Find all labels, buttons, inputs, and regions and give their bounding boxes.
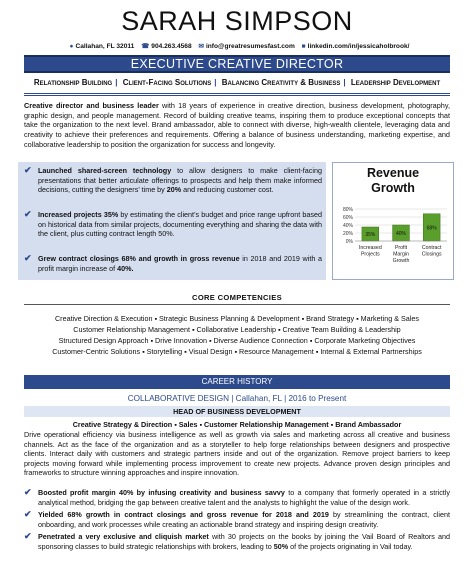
revenue-growth-chart bbox=[332, 162, 454, 280]
x-tick-label: Margin bbox=[393, 251, 409, 258]
competency-line: Customer-Centric Solutions ▪ Storytelling ▪ Visual Design ▪ Resource Management ▪ Internal & External Partnerships bbox=[52, 347, 422, 356]
highlight-item: ✔ Increased projects 35% by estimating the client’s budget and price range upfront based on historical data from similar projects, documenting everything and sharing the data with the client, plus cutting contract length 50%. bbox=[24, 209, 323, 239]
highlight-item: ✔ Launched shared-screen technology to allow designers to make client-facing presentations that better articulate offerings to prospects and help them make informed decisions, cutting the designers’ time by 20% and reducing customer cost. bbox=[24, 165, 322, 195]
skill-item: Client-Facing Solutions bbox=[122, 78, 212, 87]
y-tick-label: 60% bbox=[342, 215, 353, 221]
company-line: COLLABORATIVE DESIGN | Callahan, FL | 2016 to Present bbox=[127, 394, 347, 403]
chart-title-line: Growth bbox=[371, 181, 415, 195]
chart-plot bbox=[333, 163, 453, 279]
achievement-item: ✔ Yielded 68% growth in contract closings and gross revenue for 2018 and 2019 by streamlining the contract, client onboarding, and work processes while creating an actionable brand strategy and inspiring design creativity. bbox=[24, 509, 450, 529]
x-tick-label: Growth bbox=[392, 258, 410, 264]
checkmark-icon: ✔ bbox=[24, 531, 32, 541]
x-tick-label: Increased bbox=[358, 245, 382, 251]
job-description: Drive operational efficiency via business intelligence as well as growth via sales and marketing across all creative and business channels. Act as the face of the organization and as a storyteller to help forge relationships between designers and prospective clients. Interact daily with customers and strategic partners inside and out of the organization. Remove project barriers to keep projects moving forward while implementing process improvement to create new projects. Advance proven design principles and frameworks to structure winning approaches and inspire innovation. bbox=[24, 430, 450, 478]
phone-icon: ☎ bbox=[141, 43, 150, 50]
checkmark-icon: ✔ bbox=[24, 487, 32, 497]
highlight-item: ✔ Grew contract closings 68% and growth in gross revenue in 2018 and 2019 with a profit margin increase of 40%. bbox=[24, 253, 323, 273]
y-tick-label: 40% bbox=[342, 223, 353, 229]
y-tick-label: 0% bbox=[345, 239, 353, 245]
checkmark-icon: ✔ bbox=[24, 253, 32, 263]
achievement-item: ✔ Boosted profit margin 40% by infusing creativity and business savvy to a company that formerly operated in a strictly analytical method, bridging the gap between creative talent and the analysts to highlight the value of the design work. bbox=[24, 487, 450, 507]
divider bbox=[24, 93, 450, 94]
competency-line: Creative Direction & Execution ▪ Strategic Business Planning & Development ▪ Brand Strategy ▪ Marketing & Sales bbox=[54, 314, 419, 323]
section-heading-competencies: CORE COMPETENCIES bbox=[192, 293, 282, 302]
divider bbox=[24, 95, 450, 96]
contact-line bbox=[0, 42, 474, 50]
section-heading-career: CAREER HISTORY bbox=[24, 375, 450, 389]
bar-value-label: 40% bbox=[395, 231, 407, 237]
resume-name: SARAH SIMPSON bbox=[121, 6, 353, 36]
competency-line: Structured Design Approach ▪ Drive Innovation ▪ Diverse Audience Connection ▪ Corporate Marketing Objectives bbox=[58, 336, 416, 345]
y-tick-label: 80% bbox=[342, 207, 353, 213]
skill-item: Balancing Creativity & Business bbox=[221, 78, 341, 87]
key-skills-line: Relationship Building | Client-Facing Solutions | Balancing Creativity & Business | Leadership Development bbox=[33, 78, 441, 87]
skill-item: Leadership Development bbox=[350, 78, 441, 87]
contact-location: Callahan, FL 32011 bbox=[75, 43, 135, 50]
x-tick-label: Projects bbox=[360, 251, 380, 258]
profile-summary: Creative director and business leader with 18 years of experience in creative direction, business development, photography, graphic design, and people management. Record of building creative teams, inspiring them to produce exceptional concepts that take the organization to the next level. Brand ambassador, able to connect with diverse, high-wealth clientele, leveraging data and creativity to achieve their preferences and requirements. Offering a balance of business understanding, marketing expertise, and collaborative leadership to position the organization for success and longevity. bbox=[24, 101, 450, 149]
linkedin-icon: ■ bbox=[301, 43, 306, 50]
email-icon: ✉ bbox=[198, 43, 204, 50]
competency-line: Customer Relationship Management ▪ Collaborative Leadership ▪ Creative Team Building & Leadership bbox=[73, 325, 401, 334]
location-pin-icon: ● bbox=[69, 43, 74, 50]
x-tick-label: Closings bbox=[421, 251, 442, 258]
checkmark-icon: ✔ bbox=[24, 209, 32, 219]
highlights-box bbox=[18, 162, 326, 280]
bar-value-label: 35% bbox=[365, 232, 376, 238]
x-tick-label: Profit bbox=[394, 245, 408, 251]
checkmark-icon: ✔ bbox=[24, 165, 32, 175]
y-tick-label: 20% bbox=[342, 231, 353, 237]
contact-linkedin[interactable]: linkedin.com/in/jessicaholbrook/ bbox=[307, 43, 410, 50]
skill-item: Relationship Building bbox=[33, 78, 113, 87]
role-skills-line: Creative Strategy & Direction ▪ Sales ▪ Customer Relationship Management ▪ Brand Ambassador bbox=[72, 420, 402, 429]
bar-value-label: 68% bbox=[426, 225, 437, 232]
role-title: HEAD OF BUSINESS DEVELOPMENT bbox=[24, 406, 450, 417]
contact-email[interactable]: info@greatresumesfast.com bbox=[205, 43, 295, 50]
chart-title-line: Revenue bbox=[366, 166, 420, 180]
contact-phone: 904.263.4568 bbox=[151, 43, 192, 50]
checkmark-icon: ✔ bbox=[24, 509, 32, 519]
achievement-item: ✔ Penetrated a very exclusive and cliquish market with 30 projects on the books by joining the Vail Board of Realtors and sponsoring classes to build strategic relationships with brokers, leading to 50% of the projects originating in Vail today. bbox=[24, 531, 450, 551]
job-title-banner: EXECUTIVE CREATIVE DIRECTOR bbox=[24, 55, 450, 73]
section-divider bbox=[24, 304, 450, 305]
x-tick-label: Contract bbox=[421, 245, 442, 251]
